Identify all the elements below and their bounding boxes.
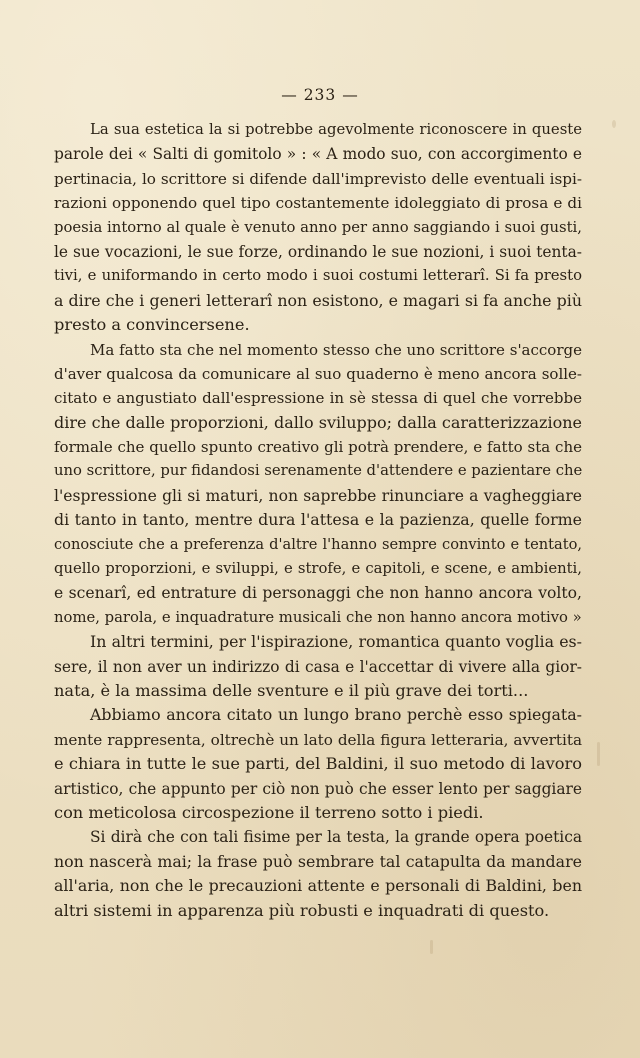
text-line: d'aver qualcosa da comunicare al suo quaderno è meno ancora solle- [54, 364, 582, 383]
paper-stain [430, 940, 433, 954]
text-line: e chiara in tutte le sue parti, del Baldini, il suo metodo di lavoro [54, 754, 582, 774]
text-line: sere, il non aver un indirizzo di casa e l'accettar di vivere alla gior- [54, 657, 582, 676]
text-line: nata, è la massima delle sventure e il più grave dei torti... [54, 680, 529, 700]
paragraph-5 [54, 825, 582, 923]
paragraph-1 [54, 118, 582, 338]
text-line: nome, parola, e inquadrature musicali che non hanno ancora motivo » [54, 608, 582, 626]
text-line: Ma fatto sta che nel momento stesso che uno scrittore s'accorge [90, 340, 582, 359]
text-line: di tanto in tanto, mentre dura l'attesa e la pazienza, quelle forme [54, 510, 582, 530]
text-line: le sue vocazioni, le sue forze, ordinando le sue nozioni, i suoi tenta- [54, 242, 582, 261]
text-line: e scenarî, ed entrature di personaggi che non hanno ancora volto, [54, 584, 582, 603]
text-line: all'aria, non che le precauzioni attente e personali di Baldini, ben [54, 876, 582, 896]
text-line: In altri termini, per l'ispirazione, romantica quanto voglia es- [90, 632, 582, 652]
text-line: conosciute che a preferenza d'altre l'hanno sempre convinto e tentato, [54, 535, 582, 553]
text-line: quello proporzioni, e sviluppi, e strofe, e capitoli, e scene, e ambienti, [54, 560, 582, 578]
text-line: poesia intorno al quale è venuto anno per anno saggiando i suoi gusti, [54, 218, 582, 236]
text-line: uno scrittore, pur fidandosi serenamente d'attendere e pazientare che [54, 462, 582, 480]
paper-stain [597, 742, 600, 766]
text-line: dire che dalle proporzioni, dallo sviluppo; dalla caratterizzazione [54, 412, 582, 432]
text-line: non nascerà mai; la frase può sembrare tal catapulta da mandare [54, 851, 582, 871]
text-line: pertinacia, lo scrittore si difende dall'imprevisto delle eventuali ispi- [54, 169, 582, 188]
text-line: La sua estetica la si potrebbe agevolmente riconoscere in queste [90, 121, 582, 138]
text-line: a dire che i generi letterarî non esistono, e magari si fa anche più [54, 290, 582, 310]
paper-stain [612, 120, 616, 128]
text-line: parole dei « Salti di gomitolo » : « A modo suo, con accorgimento e [54, 145, 582, 164]
text-line: l'espressione gli si maturi, non saprebbe rinunciare a vagheggiare [54, 486, 582, 505]
text-line: altri sistemi in apparenza più robusti e inquadrati di questo. [54, 900, 550, 920]
text-line: Abbiamo ancora citato un lungo brano perchè esso spiegata- [90, 705, 582, 725]
text-line: Si dirà che con tali fisime per la testa, la grande opera poetica [90, 828, 582, 847]
text-line: tivi, e uniformando in certo modo i suoi costumi letterarî. Si fa presto [54, 267, 582, 285]
paragraph-3 [54, 630, 582, 703]
text-line: citato e angustiato dall'espressione in sè stessa di quel che vorrebbe [54, 389, 582, 408]
text-line: mente rappresenta, oltrechè un lato della figura letteraria, avvertita [54, 730, 582, 749]
paragraph-2 [54, 338, 582, 631]
paragraph-4 [54, 703, 582, 825]
text-line: razioni opponendo quel tipo costantemente idoleggiato di prosa e di [54, 194, 582, 213]
text-line: artistico, che appunto per ciò non può che esser lento per saggiare [54, 779, 582, 798]
page-number: — 233 — [281, 86, 359, 104]
text-line: con meticolosa circospezione il terreno sotto i piedi. [54, 802, 484, 822]
body-text [54, 118, 582, 923]
text-line: formale che quello spunto creativo gli potrà prendere, e fatto sta che [54, 438, 582, 457]
text-line: presto a convincersene. [54, 315, 250, 335]
